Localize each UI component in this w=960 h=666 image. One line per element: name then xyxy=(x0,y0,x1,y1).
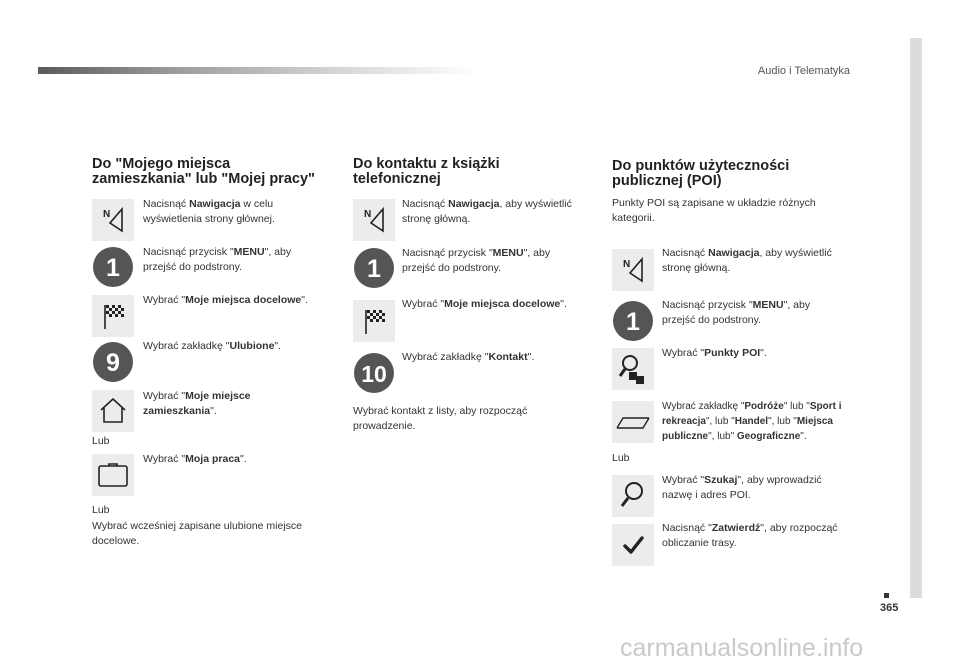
step-badge-10 xyxy=(353,352,395,394)
col3-or-1: Lub xyxy=(612,452,630,464)
svg-text:1: 1 xyxy=(367,255,381,283)
col1-step6: Wybrać "Moja praca". xyxy=(143,453,247,465)
col2-step1: Nacisnąć Nawigacja, aby wyświetlić stronę główną. xyxy=(402,198,572,225)
svg-text:9: 9 xyxy=(106,349,120,377)
col3-step6: Nacisnąć "Zatwierdź", aby rozpocząć obliczanie trasy. xyxy=(662,522,838,549)
navigation-icon xyxy=(92,199,134,241)
col3-step3: Wybrać "Punkty POI". xyxy=(662,347,767,359)
svg-text:N: N xyxy=(103,209,111,220)
col1-step1: Nacisnąć Nawigacja w celu wyświetlenia strony głównej. xyxy=(143,198,275,225)
col2-final: Wybrać kontakt z listy, aby rozpocząć prowadzenie. xyxy=(353,405,528,432)
step-badge-1 xyxy=(612,300,654,342)
page-edge-strip xyxy=(910,38,922,598)
col3-step5: Wybrać "Szukaj", aby wprowadzić nazwę i adres POI. xyxy=(662,474,822,501)
col3-step1: Nacisnąć Nawigacja, aby wyświetlić stronę główną. xyxy=(662,247,832,274)
col1-step3: Wybrać "Moje miejsca docelowe". xyxy=(143,294,308,306)
poi-search-icon xyxy=(612,348,654,390)
checkered-flag-icon xyxy=(92,295,134,337)
road-icon xyxy=(612,401,654,443)
section-title: Audio i Telematyka xyxy=(757,65,850,77)
step-badge-1 xyxy=(92,246,134,288)
checkered-flag-icon xyxy=(353,300,395,342)
step-badge-1 xyxy=(353,247,395,289)
col3-step4: Wybrać zakładkę "Podróże" lub "Sport i rekreacja", lub "Handel", lub "Miejsca publiczne", lub" Geograficzne". xyxy=(662,401,842,442)
col3-title: Do punktów użyteczności publicznej (POI) xyxy=(612,158,790,189)
header-gradient-bar xyxy=(38,67,478,74)
watermark: carmanualsonline.info xyxy=(620,634,864,662)
col2-step3: Wybrać "Moje miejsca docelowe". xyxy=(402,298,567,310)
checkmark-icon xyxy=(612,524,654,566)
col1-step4: Wybrać zakładkę "Ulubione". xyxy=(143,340,282,352)
col1-title: Do "Mojego miejsca zamieszkania" lub "Mojej pracy" xyxy=(92,156,315,187)
navigation-icon xyxy=(612,249,654,291)
col3-step2: Nacisnąć przycisk "MENU", aby przejść do podstrony. xyxy=(662,299,811,326)
col1-or-1: Lub xyxy=(92,435,110,447)
col1-or-2: Lub xyxy=(92,504,110,516)
col1-step2: Nacisnąć przycisk "MENU", aby przejść do podstrony. xyxy=(143,246,292,273)
col3-intro: Punkty POI są zapisane w układzie różnych kategorii. xyxy=(612,197,816,224)
step-badge-9 xyxy=(92,341,134,383)
svg-text:1: 1 xyxy=(626,308,640,336)
col2-step2: Nacisnąć przycisk "MENU", aby przejść do podstrony. xyxy=(402,247,551,274)
svg-text:1: 1 xyxy=(106,254,120,282)
page-number: 365 xyxy=(880,602,899,614)
svg-text:10: 10 xyxy=(361,361,387,387)
home-icon xyxy=(92,390,134,432)
navigation-icon xyxy=(353,199,395,241)
search-icon xyxy=(612,475,654,517)
col2-title: Do kontaktu z książki telefonicznej xyxy=(353,156,500,187)
svg-text:N: N xyxy=(364,209,372,220)
svg-text:N: N xyxy=(623,259,631,270)
col1-final: Wybrać wcześniej zapisane ulubione miejsce docelowe. xyxy=(92,520,303,547)
col2-step4: Wybrać zakładkę "Kontakt". xyxy=(402,351,535,363)
col1-step5: Wybrać "Moje miejsce zamieszkania". xyxy=(143,390,251,417)
page-marker xyxy=(884,593,889,598)
briefcase-icon xyxy=(92,454,134,496)
